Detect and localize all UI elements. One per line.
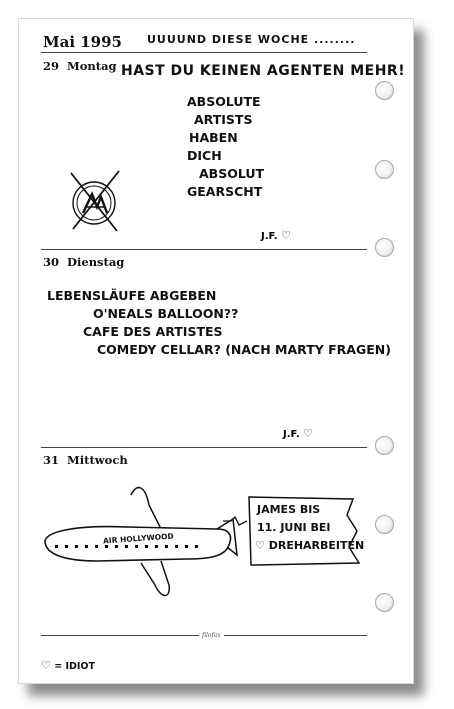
planner-page [18,18,414,684]
day-weekday: Dienstag [67,255,125,269]
day-rule [41,447,367,448]
week-note: UUUUND DIESE WOCHE ........ [147,33,356,46]
signature-29 [261,229,291,242]
poem-line: ABSOLUT [199,166,265,181]
brand-logo: filofax [199,632,224,639]
banner-line-with-heart [255,539,364,552]
signature-text: J.F. [261,231,278,242]
heart-icon: ♡ [255,539,265,552]
month-year-title: Mai 1995 [43,33,122,51]
legend-text: = IDIOT [54,661,95,672]
heart-icon: ♡ [281,229,292,242]
heart-icon: ♡ [303,427,314,440]
punch-hole [375,81,394,100]
signature-text: J.F. [283,429,300,440]
punch-hole [375,238,394,257]
poem-line: ABSOLUTE [187,94,261,109]
heart-icon: ♡ [41,659,51,672]
punch-hole [375,515,394,534]
day-29-label [43,59,117,73]
day-number: 30 [43,255,60,269]
day-29-title: HAST DU KEINEN AGENTEN MEHR! [121,63,406,79]
day-number: 29 [43,59,60,73]
poem-line: ARTISTS [194,112,253,127]
heart-legend [41,659,95,672]
plane-livery-text: AIR HOLLYWOOD [102,531,174,546]
poem-line: DICH [187,148,222,163]
header-rule [41,52,367,53]
crossed-out-aa-logo-icon [67,167,123,233]
todo-line: COMEDY CELLAR? (NACH MARTY FRAGEN) [97,342,391,357]
day-30-label [43,255,124,269]
punch-hole [375,160,394,179]
todo-line: O'NEALS BALLOON?? [93,306,239,321]
punch-hole [375,436,394,455]
banner-text: DREHARBEITEN [268,539,365,552]
day-rule [41,249,367,250]
banner-line: JAMES BIS [257,503,321,516]
poem-line: GEARSCHT [187,184,263,199]
day-weekday: Mittwoch [67,453,128,467]
punch-hole [375,593,394,612]
day-number: 31 [43,453,60,467]
todo-line: CAFE DES ARTISTES [83,324,223,339]
poem-line: HABEN [189,130,238,145]
signature-30 [283,427,313,440]
banner-line: 11. JUNI BEI [257,521,331,534]
day-weekday: Montag [67,59,117,73]
todo-line: LEBENSLÄUFE ABGEBEN [47,288,217,303]
